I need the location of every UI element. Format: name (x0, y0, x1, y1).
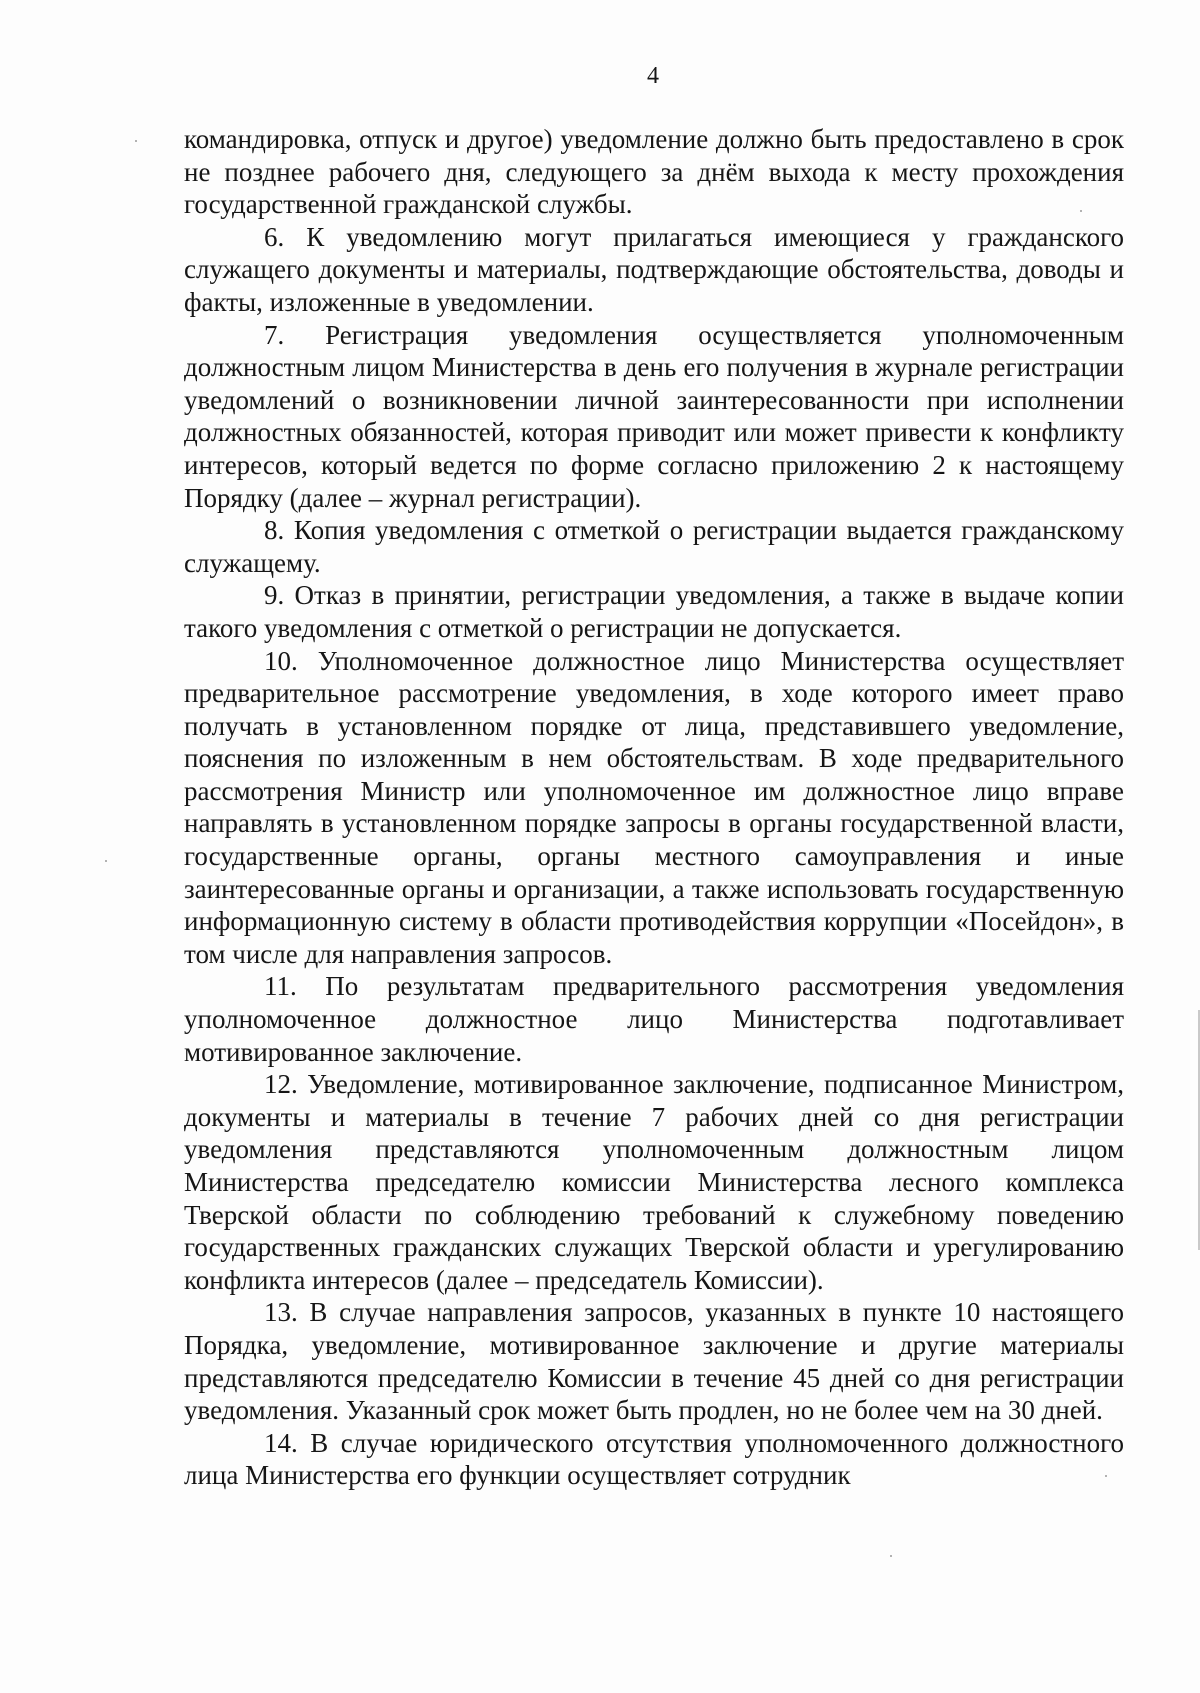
paragraph-item-14: 14. В случае юридического отсутствия уполномоченного должностного лица Министерства его функции осуществляет сотрудник (184, 1427, 1124, 1491)
paragraph-item-9: 9. Отказ в принятии, регистрации уведомления, а также в выдаче копии такого уведомления с отметкой о регистрации не допускается. (184, 580, 1124, 643)
paragraph-item-7: 7. Регистрация уведомления осуществляется уполномоченным должностным лицом Министерства в день его получения в журнале регистрации уведомлений о возникновении личной заинтересованности при исполнении должностных обязанностей, которая приводит или может привести к конфликту интересов, который ведется по форме согласно приложению 2 к настоящему Порядку (далее – журнал регистрации). (184, 319, 1124, 513)
scan-speck (1105, 1475, 1107, 1477)
paragraph-item-11: 11. По результатам предварительного рассмотрения уведомления уполномоченное должностное лицо Министерства подготавливает мотивированное заключение. (184, 971, 1124, 1067)
paragraph-item-8: 8. Копия уведомления с отметкой о регистрации выдается гражданскому служащему. (184, 515, 1124, 578)
paragraph-item-10: 10. Уполномоченное должностное лицо Министерства осуществляет предварительное рассмотрение уведомления, в ходе которого имеет право получать в установленном порядке от лица, представившего уведомление, пояснения по изложенным в нем обстоятельствам. В ходе предварительного рассмотрения Министр или уполномоченное им должностное лицо вправе направлять в установленном порядке запросы в органы государственной власти, государственные органы, органы местного самоуправления и иные заинтересованные органы и организации, а также использовать государственную информационную систему в области противодействия коррупции «Посейдон», в том числе для направления запросов. (184, 645, 1124, 969)
paragraph-continuation: командировка, отпуск и другое) уведомление должно быть предоставлено в срок не позднее рабочего дня, следующего за днём выхода к месту прохождения государственной гражданской службы. (184, 124, 1124, 220)
paragraph-item-12: 12. Уведомление, мотивированное заключение, подписанное Министром, документы и материалы в течение 7 рабочих дней со дня регистрации уведомления представляются уполномоченным должностным лицом Министерства председателю комиссии Министерства лесного комплекса Тверской области по соблюдению требований к служебному поведению государственных гражданских служащих Тверской области и урегулированию конфликта интересов (далее – председатель Комиссии). (184, 1069, 1124, 1295)
paragraph-item-13: 13. В случае направления запросов, указанных в пункте 10 настоящего Порядка, уведомление, мотивированное заключение и другие материалы представляются председателю Комиссии в течение 45 дней со дня регистрации уведомления. Указанный срок может быть продлен, но не более чем на 30 дней. (184, 1297, 1124, 1426)
document-body (184, 123, 1124, 1492)
scan-speck (105, 860, 107, 862)
page-number: 4 (647, 63, 659, 89)
paragraph-item-6: 6. К уведомлению могут прилагаться имеющиеся у гражданского служащего документы и материалы, подтверждающие обстоятельства, доводы и факты, изложенные в уведомлении. (184, 221, 1124, 317)
scan-speck (890, 1555, 892, 1557)
scan-speck (1080, 210, 1082, 212)
scan-speck (135, 140, 137, 142)
